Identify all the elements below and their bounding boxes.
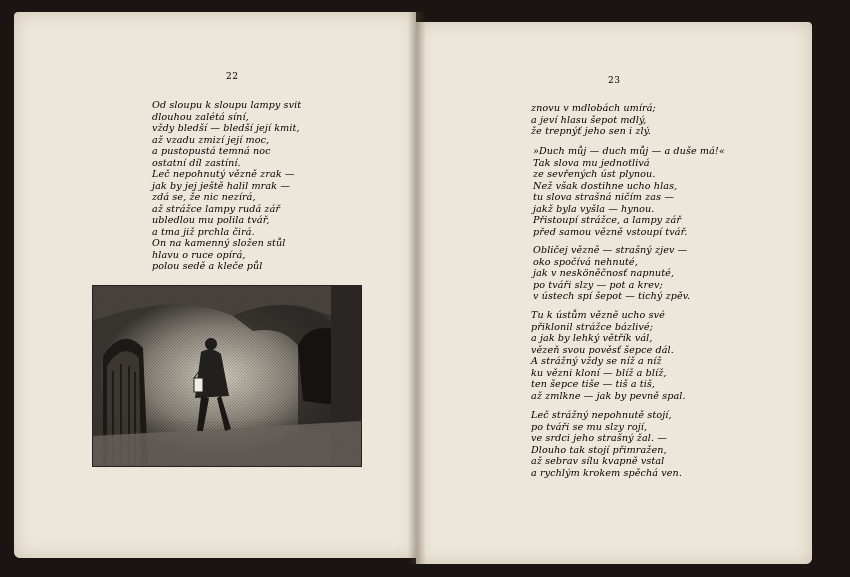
poem-line: »Duch můj — duch můj — a duše má!« [533,146,725,157]
poem-line: jakž byla vyšla — hynou. [533,203,655,215]
poem-line: až sebrav sílu kvapně vstal [531,456,665,467]
poem-line: ze sevřených úst plynou. [533,169,656,180]
prisoner-lantern-engraving [93,286,361,466]
poem-line: po tváři se mu slzy rojí, [531,421,648,433]
poem-line: a pustopustá temná noc [152,146,271,157]
poem-line: polou sedě a kleče půl [152,261,263,272]
poem-line: jak v nesköněčnosť napnuté, [533,268,675,279]
right-stanza-2 [533,146,725,238]
poem-line: oko spočívá nehnuté, [533,256,638,268]
poem-line: On na kamenný složen stůl [152,238,286,249]
right-stanza-4 [531,310,686,402]
poem-line: dlouhou zalétá síní, [152,111,249,123]
poem-line: až strážce lampy rudá zář [152,203,281,215]
poem-line: Než však dostihne ucho hlas, [533,180,678,192]
poem-line: Leč strážný nepohnutě stojí, [531,410,672,421]
poem-line: že trepnýť jeho sen i zlý. [531,126,652,137]
poem-line: Tu k ústům vězně ucho své [531,310,665,321]
poem-line: vězeň svou pověsť šepce dál. [531,344,674,356]
poem-line: vždy bledší — bledší její kmit, [152,123,300,134]
right-stanza-1 [531,103,656,138]
poem-line: před samou vězně vstoupí tvář. [533,226,688,238]
poem-line: po tváři slzy — pot a krev; [533,279,663,291]
right-page-number: 23 [608,76,621,86]
poem-line: tu slova strašná ničím zas — [533,192,674,203]
poem-line: až zmlkne — jak by pevně spal. [531,390,686,402]
poem-line: Obličej vězně — strašný zjev — [533,245,688,256]
poem-line: A strážný vždy se níž a níž [531,356,662,367]
poem-line: v ústech spí šepot — tichý zpěv. [533,291,691,302]
right-stanza-5 [531,410,682,479]
poem-line: a jak by lehký větřík vál, [531,333,653,344]
poem-line: a jeví hlasu šepot mdlý, [531,114,647,126]
right-stanza-3 [533,245,690,303]
poem-line: Přistoupí strážce, a lampy zář [533,215,682,226]
poem-line: zdá se, že nic nezírá, [152,192,256,203]
poem-line: ku vězni kloní — blíž a blíž, [531,367,667,379]
poem-line: a tma již prchla čirá. [152,226,255,238]
left-page-number: 22 [226,72,239,82]
poem-line: ubledlou mu polila tvář, [152,215,270,226]
poem-line: znovu v mdlobách umírá; [531,103,656,114]
poem-line: přiklonil strážce bázlivé; [531,321,654,333]
poem-line: Dlouho tak stojí přimražen, [531,444,667,456]
left-stanza-1 [152,100,301,273]
engraving-illustration [92,285,362,467]
poem-line: Od sloupu k sloupu lampy svit [152,100,302,111]
poem-line: hlavu o ruce opírá, [152,249,246,261]
poem-line: jak by jej ještě halil mrak — [152,180,290,192]
poem-line: ve srdci jeho strašný žal. — [531,433,667,444]
poem-line: a rychlým krokem spěchá ven. [531,467,682,479]
poem-line: Leč nepohnutý vězně zrak — [152,169,295,180]
poem-line: ten šepce tiše — tiš a tiš, [531,379,656,390]
poem-line: ostatní díl zastíní. [152,157,241,169]
poem-line: Tak slova mu jednotlivá [533,157,650,169]
book-gutter [408,12,426,564]
poem-line: až vzadu zmizí její moc, [152,134,270,146]
